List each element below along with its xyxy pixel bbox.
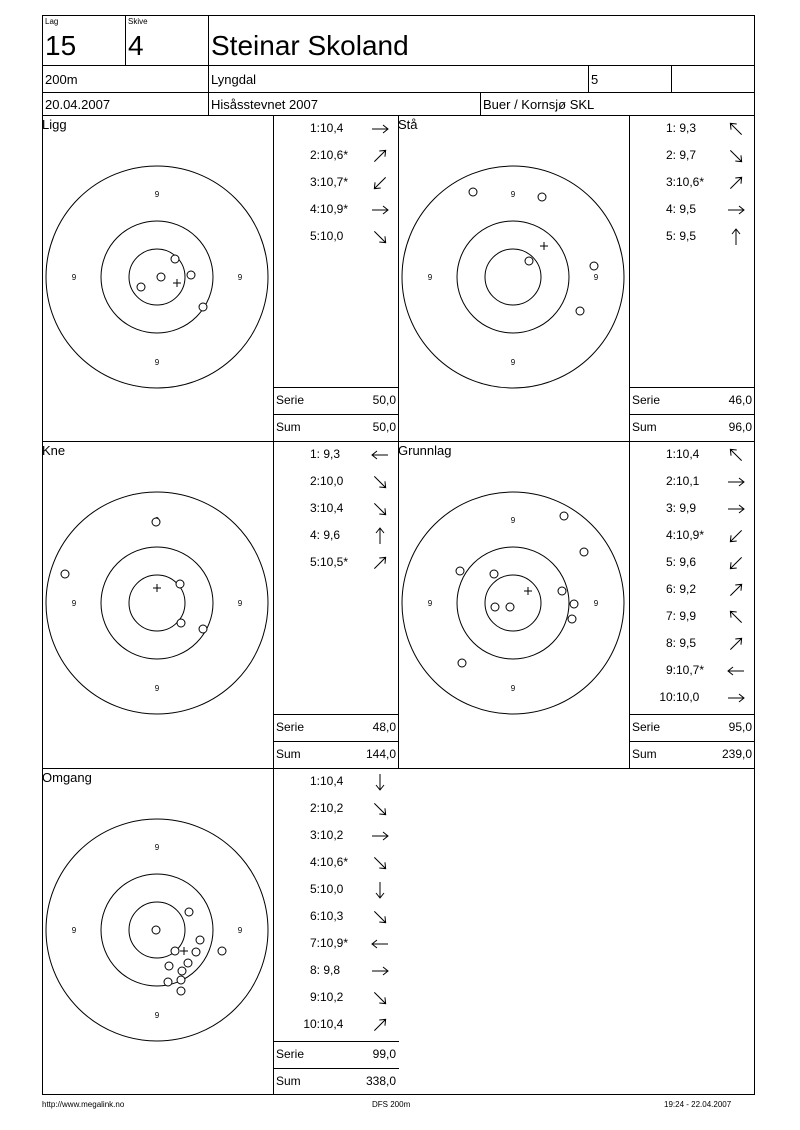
shot-number: 5: — [309, 229, 320, 243]
direction-arrow-icon — [726, 173, 746, 193]
shot-hole — [177, 987, 185, 995]
direction-arrow-icon — [726, 119, 746, 139]
sum-value: 144,0 — [365, 747, 396, 761]
shot-row — [630, 115, 754, 142]
direction-arrow-icon — [726, 553, 746, 573]
shot-row — [274, 768, 398, 795]
shot-row — [274, 1011, 398, 1038]
shot-number: 2: — [309, 474, 320, 488]
serie-value: 95,0 — [728, 720, 752, 734]
shot-row — [630, 684, 754, 711]
header-divider — [42, 92, 755, 93]
target-face — [42, 441, 273, 768]
shot-value: 9,3 — [676, 121, 697, 135]
shot-number: 5: — [665, 229, 676, 243]
shot-number: 8: — [309, 963, 320, 977]
direction-arrow-icon — [726, 472, 746, 492]
shot-row — [630, 468, 754, 495]
direction-arrow-icon — [370, 526, 390, 546]
shot-value: 10,7* — [320, 175, 349, 189]
direction-arrow-icon — [726, 634, 746, 654]
shot-number: 7: — [665, 609, 676, 623]
direction-arrow-icon — [370, 772, 390, 792]
mean-point-cross — [173, 279, 181, 287]
target-ring — [457, 547, 569, 659]
shot-number: 6: — [309, 909, 320, 923]
shot-value: 10,2 — [320, 990, 344, 1004]
serie-label: Serie — [276, 393, 305, 407]
distance: 200m — [45, 72, 78, 87]
shot-number: 4: — [665, 202, 676, 216]
sum-row — [274, 414, 398, 440]
series-section — [42, 115, 399, 441]
shot-value: 10,0 — [320, 474, 344, 488]
ring-number: 9 — [71, 926, 77, 935]
direction-arrow-icon — [726, 200, 746, 220]
serie-row — [630, 714, 754, 740]
ring-number: 9 — [237, 599, 243, 608]
shot-value: 10,7* — [676, 663, 705, 677]
shot-hole — [165, 962, 173, 970]
serie-value: 48,0 — [372, 720, 396, 734]
serie-value: 50,0 — [372, 393, 396, 407]
shot-number: 1: — [309, 121, 320, 135]
series-section — [42, 441, 399, 768]
shot-hole — [152, 518, 160, 526]
sum-label: Sum — [632, 747, 657, 761]
sum-label: Sum — [276, 420, 301, 434]
shot-row — [274, 441, 398, 468]
shot-value: 10,6* — [320, 855, 349, 869]
shot-hole — [171, 947, 179, 955]
target-ring — [457, 221, 569, 333]
shot-value: 10,2 — [320, 801, 344, 815]
sum-row — [274, 741, 398, 767]
direction-arrow-icon — [370, 853, 390, 873]
serie-value: 99,0 — [372, 1047, 396, 1061]
shot-hole — [178, 967, 186, 975]
shot-number: 9: — [665, 663, 676, 677]
shot-number: 1: — [309, 774, 320, 788]
shot-row — [274, 930, 398, 957]
sum-label: Sum — [276, 747, 301, 761]
mean-point-cross — [524, 587, 532, 595]
shot-value: 9,7 — [676, 148, 697, 162]
direction-arrow-icon — [370, 880, 390, 900]
series-title: Omgang — [42, 770, 92, 785]
serie-row — [274, 714, 398, 740]
shot-value: 10,4 — [320, 774, 344, 788]
direction-arrow-icon — [370, 227, 390, 247]
series-section — [398, 115, 755, 441]
direction-arrow-icon — [726, 227, 746, 247]
shot-hole — [506, 603, 514, 611]
direction-arrow-icon — [370, 499, 390, 519]
direction-arrow-icon — [370, 553, 390, 573]
target-ring — [402, 166, 624, 388]
header-divider — [125, 15, 126, 65]
shot-hole — [469, 188, 477, 196]
shot-hole — [171, 255, 179, 263]
shot-row — [274, 957, 398, 984]
mean-point-cross — [540, 242, 548, 250]
shot-number: 2: — [309, 801, 320, 815]
shot-number: 5: — [309, 555, 320, 569]
shot-row — [274, 468, 398, 495]
shot-number: 3: — [309, 175, 320, 189]
shot-hole — [137, 283, 145, 291]
lag-value: 15 — [45, 30, 77, 61]
shot-row — [630, 522, 754, 549]
shot-value: 9,6 — [320, 528, 341, 542]
shot-row — [630, 603, 754, 630]
shot-number: 3: — [309, 501, 320, 515]
footer-center: DFS 200m — [372, 1100, 411, 1109]
direction-arrow-icon — [370, 1015, 390, 1035]
shot-value: 9,3 — [320, 447, 341, 461]
sum-label: Sum — [276, 1074, 301, 1088]
klasse: 5 — [591, 72, 599, 87]
shot-hole — [456, 567, 464, 575]
shot-hole — [570, 600, 578, 608]
shot-value: 10,1 — [676, 474, 700, 488]
direction-arrow-icon — [370, 961, 390, 981]
shot-hole — [525, 257, 533, 265]
shot-number: 5: — [309, 882, 320, 896]
direction-arrow-icon — [370, 119, 390, 139]
sum-row — [630, 741, 754, 767]
shot-hole — [218, 947, 226, 955]
shot-hole — [192, 948, 200, 956]
sum-value: 96,0 — [728, 420, 752, 434]
target-face — [398, 441, 629, 768]
shot-hole — [164, 978, 172, 986]
direction-arrow-icon — [370, 826, 390, 846]
serie-row — [274, 387, 398, 413]
shot-row — [630, 657, 754, 684]
shot-number: 10: — [303, 1017, 320, 1031]
shot-number: 3: — [665, 501, 676, 515]
ring-number: 9 — [154, 190, 160, 199]
shot-number: 2: — [665, 474, 676, 488]
shot-row — [630, 169, 754, 196]
skive-label: Skive — [128, 17, 148, 26]
shot-hole — [177, 976, 185, 984]
target-face — [398, 115, 629, 441]
venue: Buer / Kornsjø SKL — [483, 97, 595, 112]
series-title: Grunnlag — [398, 443, 452, 458]
serie-value: 46,0 — [728, 393, 752, 407]
sum-row — [630, 414, 754, 440]
shot-value: 9,9 — [676, 501, 697, 515]
shot-row — [274, 223, 398, 250]
direction-arrow-icon — [370, 173, 390, 193]
shot-value: 10,9* — [320, 202, 349, 216]
shot-hole — [199, 625, 207, 633]
shot-hole — [590, 262, 598, 270]
shot-row — [274, 903, 398, 930]
direction-arrow-icon — [726, 146, 746, 166]
shot-row — [274, 549, 398, 576]
direction-arrow-icon — [370, 200, 390, 220]
sum-row — [274, 1068, 398, 1094]
shot-row — [274, 495, 398, 522]
shot-row — [274, 795, 398, 822]
direction-arrow-icon — [370, 799, 390, 819]
shot-hole — [491, 603, 499, 611]
shot-row — [274, 522, 398, 549]
shot-value: 10,6* — [676, 175, 705, 189]
lag-label: Lag — [45, 17, 59, 26]
shot-row — [274, 169, 398, 196]
shot-number: 9: — [309, 990, 320, 1004]
header-divider — [480, 92, 481, 115]
ring-number: 9 — [71, 273, 77, 282]
target-ring — [101, 547, 213, 659]
ring-number: 9 — [510, 516, 516, 525]
shot-hole — [580, 548, 588, 556]
shot-hole — [152, 926, 160, 934]
ring-number: 9 — [593, 599, 599, 608]
direction-arrow-icon — [370, 988, 390, 1008]
shot-hole — [196, 936, 204, 944]
target-face — [42, 115, 273, 441]
shot-row — [274, 984, 398, 1011]
shot-number: 4: — [309, 855, 320, 869]
direction-arrow-icon — [726, 607, 746, 627]
shot-number: 2: — [665, 148, 676, 162]
shot-value: 9,5 — [676, 202, 697, 216]
shot-value: 10,9* — [676, 528, 705, 542]
ring-number: 9 — [427, 599, 433, 608]
ring-number: 9 — [427, 273, 433, 282]
direction-arrow-icon — [726, 580, 746, 600]
direction-arrow-icon — [370, 445, 390, 465]
footer-timestamp: 19:24 - 22.04.2007 — [664, 1100, 732, 1109]
target-ring — [402, 492, 624, 714]
event: Hisåsstevnet 2007 — [211, 97, 318, 112]
shot-number: 4: — [665, 528, 676, 542]
shot-row — [630, 223, 754, 250]
header-divider — [588, 65, 589, 92]
ring-number: 9 — [510, 358, 516, 367]
footer-url: http://www.megalink.no — [42, 1100, 125, 1109]
series-title: Stå — [398, 117, 418, 132]
shot-hole — [176, 580, 184, 588]
ring-number: 9 — [154, 843, 160, 852]
ring-number: 9 — [510, 190, 516, 199]
shot-value: 10,0 — [676, 690, 700, 704]
mean-point-cross — [153, 584, 161, 592]
series-title: Ligg — [42, 117, 67, 132]
header-divider — [208, 15, 209, 115]
series-title: Kne — [42, 443, 66, 458]
direction-arrow-icon — [726, 445, 746, 465]
shot-number: 5: — [665, 555, 676, 569]
shot-value: 10,2 — [320, 828, 344, 842]
shot-row — [630, 142, 754, 169]
direction-arrow-icon — [726, 688, 746, 708]
club: Lyngdal — [211, 72, 257, 87]
serie-row — [630, 387, 754, 413]
shot-value: 10,0 — [320, 882, 344, 896]
serie-label: Serie — [276, 1047, 305, 1061]
shot-row — [630, 630, 754, 657]
ring-number: 9 — [237, 273, 243, 282]
shot-row — [274, 196, 398, 223]
ring-number: 9 — [593, 273, 599, 282]
date: 20.04.2007 — [45, 97, 111, 112]
shot-hole — [157, 273, 165, 281]
shot-number: 8: — [665, 636, 676, 650]
serie-label: Serie — [632, 720, 661, 734]
shot-value: 10,4 — [320, 501, 344, 515]
shot-hole — [61, 570, 69, 578]
serie-label: Serie — [276, 720, 305, 734]
series-section — [398, 441, 755, 768]
direction-arrow-icon — [726, 499, 746, 519]
sum-value: 239,0 — [721, 747, 752, 761]
shot-row — [274, 849, 398, 876]
shot-number: 7: — [309, 936, 320, 950]
shot-number: 1: — [665, 121, 676, 135]
skive-value: 4 — [128, 30, 144, 61]
direction-arrow-icon — [370, 934, 390, 954]
shot-hole — [538, 193, 546, 201]
shot-number: 4: — [309, 202, 320, 216]
shot-number: 1: — [665, 447, 676, 461]
shot-value: 9,6 — [676, 555, 697, 569]
direction-arrow-icon — [370, 907, 390, 927]
shot-number: 4: — [309, 528, 320, 542]
shot-hole — [458, 659, 466, 667]
shot-number: 1: — [309, 447, 320, 461]
shot-row — [274, 142, 398, 169]
sum-value: 50,0 — [372, 420, 396, 434]
direction-arrow-icon — [726, 526, 746, 546]
shot-number: 3: — [665, 175, 676, 189]
sum-label: Sum — [632, 420, 657, 434]
shooter-name: Steinar Skoland — [211, 30, 409, 61]
shot-value: 10,4 — [320, 1017, 344, 1031]
serie-row — [274, 1041, 398, 1067]
shot-hole — [568, 615, 576, 623]
header-divider — [671, 65, 672, 92]
shot-hole — [177, 619, 185, 627]
shot-row — [630, 441, 754, 468]
shot-number: 2: — [309, 148, 320, 162]
shot-value: 9,8 — [320, 963, 341, 977]
shot-hole — [576, 307, 584, 315]
shot-hole — [199, 303, 207, 311]
shot-value: 10,0 — [320, 229, 344, 243]
direction-arrow-icon — [726, 661, 746, 681]
shot-number: 10: — [659, 690, 676, 704]
shot-value: 10,4 — [676, 447, 700, 461]
shot-value: 10,4 — [320, 121, 344, 135]
shot-row — [630, 576, 754, 603]
shot-row — [630, 196, 754, 223]
shot-hole — [185, 908, 193, 916]
shot-value: 9,9 — [676, 609, 697, 623]
shot-value: 9,5 — [676, 636, 697, 650]
shot-hole — [558, 587, 566, 595]
direction-arrow-icon — [370, 146, 390, 166]
shot-row — [274, 115, 398, 142]
shot-number: 6: — [665, 582, 676, 596]
shot-value: 10,9* — [320, 936, 349, 950]
shot-value: 9,5 — [676, 229, 697, 243]
shot-value: 9,2 — [676, 582, 697, 596]
ring-number: 9 — [510, 684, 516, 693]
shot-hole — [490, 570, 498, 578]
shot-value: 10,6* — [320, 148, 349, 162]
ring-number: 9 — [154, 358, 160, 367]
ring-number: 9 — [154, 684, 160, 693]
mean-point-cross — [180, 947, 188, 955]
shot-hole — [184, 959, 192, 967]
shot-row — [274, 876, 398, 903]
target-ring — [485, 249, 541, 305]
ring-number: 9 — [237, 926, 243, 935]
ring-number: 9 — [154, 1011, 160, 1020]
shot-value: 10,5* — [320, 555, 349, 569]
series-section — [42, 768, 399, 1095]
header-divider — [42, 65, 755, 66]
shot-row — [630, 549, 754, 576]
shot-row — [274, 822, 398, 849]
shot-hole — [187, 271, 195, 279]
ring-number: 9 — [71, 599, 77, 608]
shot-number: 3: — [309, 828, 320, 842]
serie-label: Serie — [632, 393, 661, 407]
shot-value: 10,3 — [320, 909, 344, 923]
target-face — [42, 768, 273, 1095]
shot-row — [630, 495, 754, 522]
shot-hole — [560, 512, 568, 520]
sum-value: 338,0 — [365, 1074, 396, 1088]
direction-arrow-icon — [370, 472, 390, 492]
